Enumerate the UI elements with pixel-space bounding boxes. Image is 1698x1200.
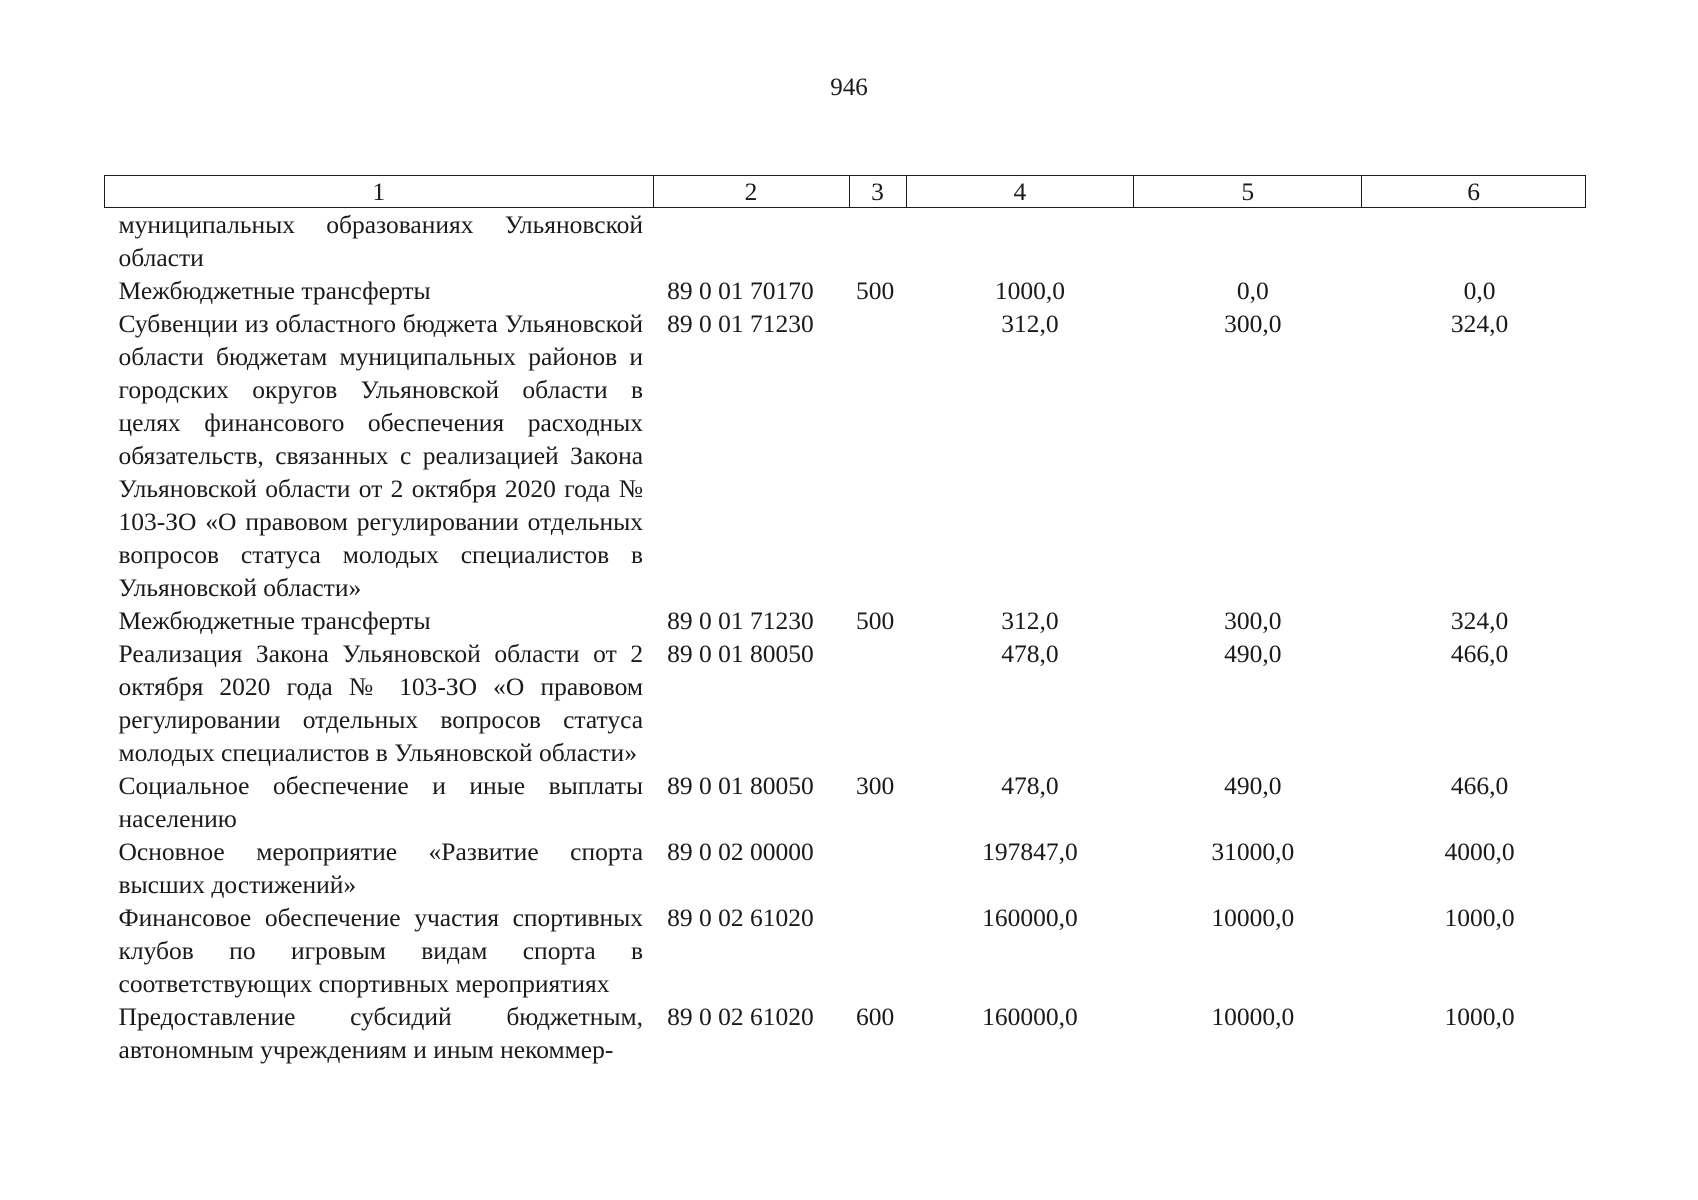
row-value-5: 10000,0 — [1211, 903, 1295, 932]
row-value-5: 31000,0 — [1211, 837, 1295, 866]
table-row — [105, 637, 1586, 769]
row-type — [849, 307, 906, 604]
row-value-5: 490,0 — [1224, 771, 1282, 800]
row-value-6: 324,0 — [1450, 309, 1509, 338]
column-header-5: 5 — [1134, 176, 1362, 208]
row-value-4: 312,0 — [1001, 309, 1059, 338]
row-type: 500 — [856, 276, 895, 305]
row-value-4: 197847,0 — [982, 837, 1078, 866]
row-name: Реализация Закона Ульяновской области от 2 октября 2020 года № 103-ЗО «О правовом регулировании отдельных вопросов статуса молодых специалистов в Ульяновской области» — [118, 639, 644, 767]
row-value-6 — [1362, 208, 1586, 275]
row-code: 89 0 01 71230 — [667, 606, 814, 635]
row-value-6: 466,0 — [1450, 771, 1509, 800]
row-code: 89 0 01 80050 — [667, 639, 814, 668]
row-type: 300 — [856, 771, 895, 800]
column-header-2: 2 — [653, 176, 849, 208]
row-value-4: 160000,0 — [982, 903, 1078, 932]
table-row — [105, 208, 1586, 275]
row-name: муниципальных образованиях Ульяновской области — [118, 210, 644, 272]
row-type: 600 — [856, 1002, 895, 1031]
row-value-6: 0,0 — [1463, 276, 1496, 305]
row-value-4: 478,0 — [1001, 771, 1059, 800]
row-code: 89 0 01 71230 — [667, 309, 814, 338]
row-value-4: 312,0 — [1001, 606, 1059, 635]
table-row — [105, 835, 1586, 901]
row-value-4: 1000,0 — [994, 276, 1065, 305]
table-row — [105, 901, 1586, 1000]
row-code: 89 0 01 80050 — [667, 771, 814, 800]
table-row — [105, 307, 1586, 604]
row-name: Предоставление субсидий бюджетным, автономным учреждениям и иным некоммер- — [118, 1002, 644, 1064]
row-value-4 — [906, 208, 1134, 275]
column-header-4: 4 — [906, 176, 1134, 208]
row-value-6: 4000,0 — [1444, 837, 1515, 866]
row-value-5: 490,0 — [1224, 639, 1282, 668]
row-code: 89 0 02 00000 — [667, 837, 814, 866]
column-header-6: 6 — [1362, 176, 1586, 208]
row-type: 500 — [856, 606, 895, 635]
table-row — [105, 604, 1586, 637]
row-value-5: 300,0 — [1224, 606, 1282, 635]
table-row — [105, 274, 1586, 307]
row-name: Социальное обеспечение и иные выплаты населению — [118, 771, 644, 833]
row-name: Межбюджетные трансферты — [118, 276, 431, 305]
row-value-5: 10000,0 — [1211, 1002, 1295, 1031]
row-value-5: 0,0 — [1236, 276, 1269, 305]
row-value-4: 478,0 — [1001, 639, 1059, 668]
budget-table — [104, 175, 1586, 1066]
row-type — [849, 637, 906, 769]
row-value-6: 466,0 — [1450, 639, 1509, 668]
row-value-5: 300,0 — [1224, 309, 1282, 338]
row-code — [653, 208, 849, 275]
row-value-6: 1000,0 — [1444, 903, 1515, 932]
row-name: Межбюджетные трансферты — [118, 606, 431, 635]
row-value-6: 324,0 — [1450, 606, 1509, 635]
table-row — [105, 769, 1586, 835]
column-header-1: 1 — [105, 176, 654, 208]
header-row — [105, 176, 1586, 208]
table-row — [105, 1000, 1586, 1066]
row-value-5 — [1134, 208, 1362, 275]
column-header-3: 3 — [849, 176, 906, 208]
row-name: Субвенции из областного бюджета Ульяновской области бюджетам муниципальных районов и городских округов Ульяновской области в целях финансового обеспечения расходных обязательств, связанных с реализацией Закона Ульяновской области от 2 октября 2020 года № 103-ЗО «О правовом регулировании отдельных вопросов статуса молодых специалистов в Ульяновской области» — [118, 309, 644, 602]
row-code: 89 0 01 70170 — [667, 276, 814, 305]
table-body — [105, 208, 1586, 1067]
row-type — [849, 208, 906, 275]
page-number: 946 — [830, 74, 868, 101]
table-header — [105, 176, 1586, 208]
row-code: 89 0 02 61020 — [667, 903, 814, 932]
row-code: 89 0 02 61020 — [667, 1002, 814, 1031]
row-name: Финансовое обеспечение участия спортивных клубов по игровым видам спорта в соответствующих спортивных мероприятиях — [118, 903, 644, 998]
row-type — [849, 835, 906, 901]
row-type — [849, 901, 906, 1000]
row-name: Основное мероприятие «Развитие спорта высших достижений» — [118, 837, 644, 899]
row-value-4: 160000,0 — [982, 1002, 1078, 1031]
row-value-6: 1000,0 — [1444, 1002, 1515, 1031]
